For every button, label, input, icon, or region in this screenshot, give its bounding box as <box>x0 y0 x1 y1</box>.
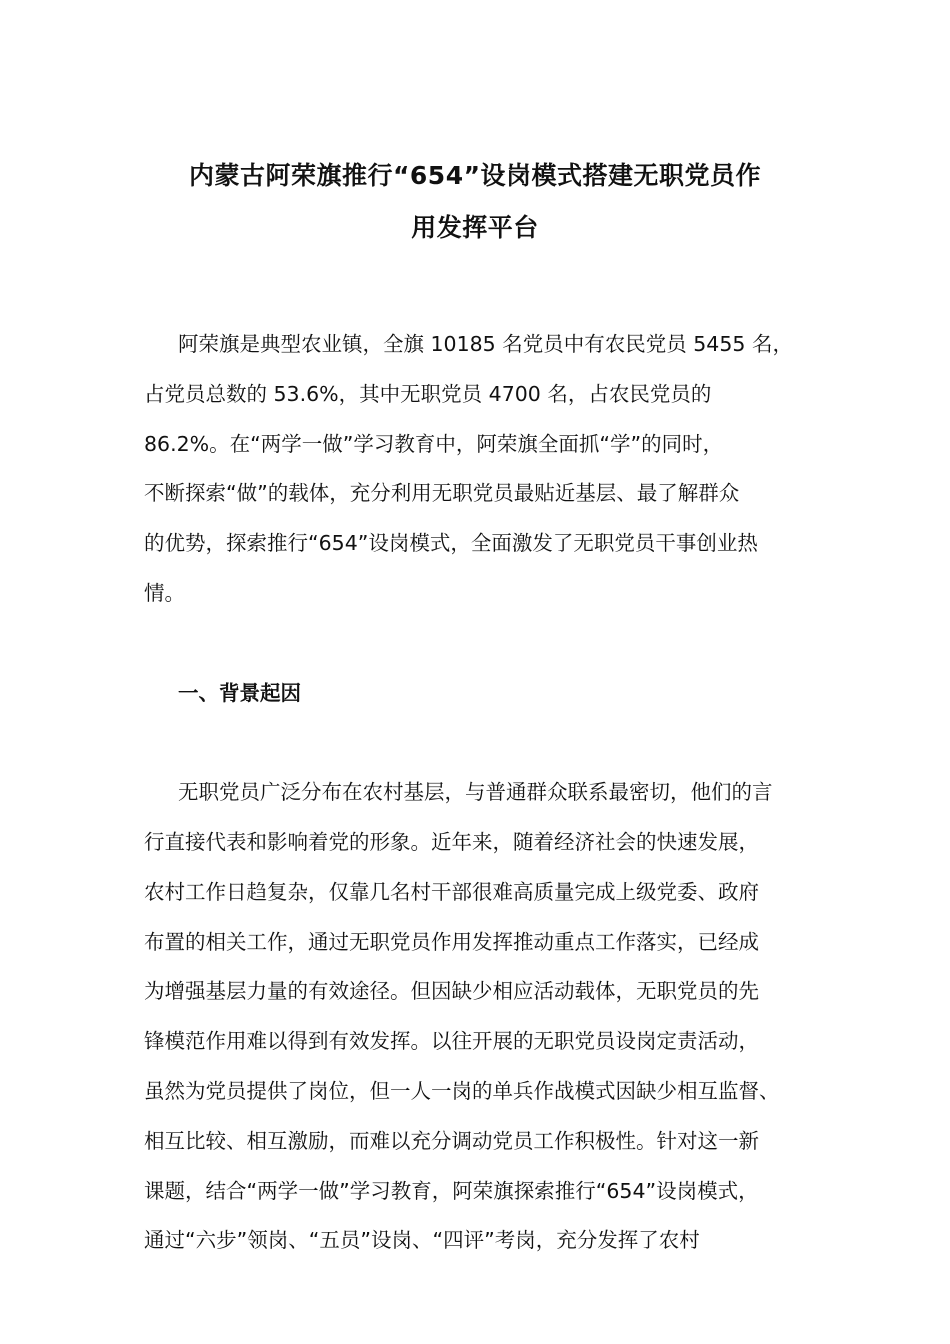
document-title <box>120 150 830 254</box>
paragraph-line: 不断探索“做”的载体，充分利用无职党员最贴近基层、最了解群众 <box>144 481 740 506</box>
paragraph-spacer <box>144 619 824 669</box>
paragraph-line: 86.2%。在“两学一做”学习教育中，阿荣旗全面抓“学”的同时， <box>144 431 724 456</box>
paragraph-line: 的优势，探索推行“654”设岗模式，全面激发了无职党员干事创业热 <box>144 531 758 556</box>
paragraph-line: 课题，结合“两学一做”学习教育，阿荣旗探索推行“654”设岗模式， <box>144 1178 759 1203</box>
paragraph-line: 农村工作日趋复杂，仅靠几名村干部很难高质量完成上级党委、政府 <box>144 879 759 904</box>
paragraph-line: 锋模范作用难以得到有效发挥。以往开展的无职党员设岗定责活动， <box>144 1029 759 1054</box>
section-heading: 一、背景起因 <box>178 680 301 705</box>
paragraph-line: 虽然为党员提供了岗位，但一人一岗的单兵作战模式因缺少相互监督、 <box>144 1078 780 1103</box>
paragraph-line: 无职党员广泛分布在农村基层，与普通群众联系最密切，他们的言 <box>178 780 773 805</box>
paragraph-line: 相互比较、相互激励，而难以充分调动党员工作积极性。针对这一新 <box>144 1128 759 1153</box>
title-line-2: 用发挥平台 <box>411 213 539 242</box>
intro-paragraph <box>144 320 824 619</box>
document-body <box>144 320 824 1266</box>
title-line-1: 内蒙古阿荣旗推行“654”设岗模式搭建无职党员作 <box>188 161 762 190</box>
paragraph-line: 行直接代表和影响着党的形象。近年来，随着经济社会的快速发展， <box>144 829 759 854</box>
paragraph-line: 布置的相关工作，通过无职党员作用发挥推动重点工作落实，已经成 <box>144 929 759 954</box>
paragraph-spacer <box>144 718 824 768</box>
paragraph-line: 阿荣旗是典型农业镇，全旗 10185 名党员中有农民党员 5455 名， <box>178 332 793 356</box>
paragraph-line: 通过“六步”领岗、“五员”设岗、“四评”考岗，充分发挥了农村 <box>144 1228 700 1253</box>
background-paragraph <box>144 768 824 1266</box>
paragraph-line: 为增强基层力量的有效途径。但因缺少相应活动载体，无职党员的先 <box>144 979 759 1004</box>
paragraph-line: 占党员总数的 53.6%，其中无职党员 4700 名，占农民党员的 <box>144 381 712 406</box>
paragraph-line: 情。 <box>144 580 185 605</box>
